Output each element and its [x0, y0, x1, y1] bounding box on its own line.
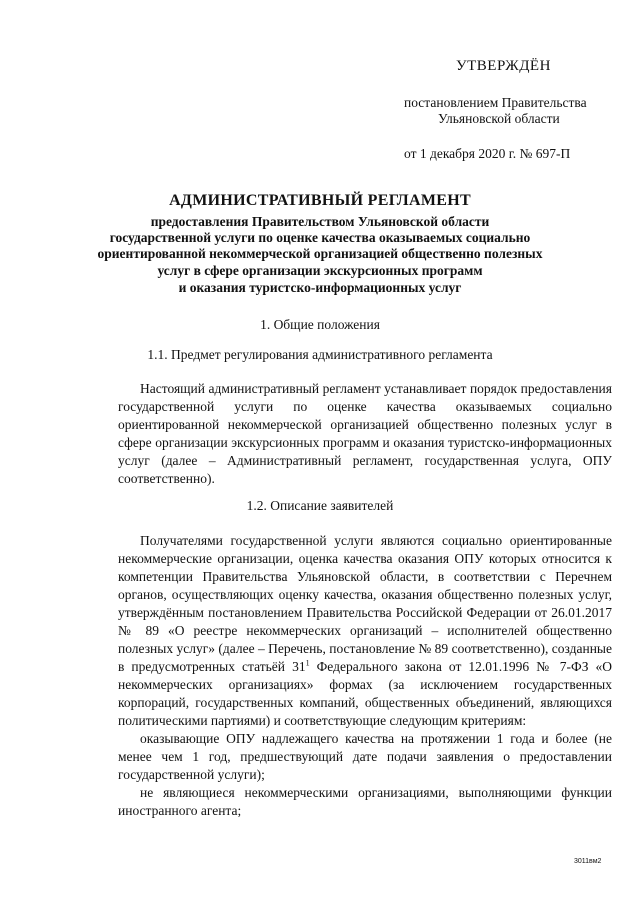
subtitle-line-2: государственной услуги по оценке качества оказываемых социально — [109, 230, 531, 245]
paragraph-applicants — [118, 532, 612, 820]
subtitle-line-3: ориентированной некоммерческой организацией общественно полезных — [97, 246, 543, 261]
approval-line-1: постановлением Правительства — [404, 95, 587, 110]
approval-line-3: от 1 декабря 2020 г. № 697-П — [404, 146, 571, 161]
section-heading-1-2: 1.2. Описание заявителей — [246, 498, 394, 513]
footnote-superscript: 1 — [305, 658, 310, 668]
criterion-1: оказывающие ОПУ надлежащего качества на протяжении 1 года и более (не менее чем 1 год, предшествующий дате подачи заявления о предоставлении государственной услуги); — [118, 731, 612, 782]
paragraph-text: Настоящий административный регламент устанавливает порядок предоставления государственной услуги по оценке качества оказываемых социально ориентированной некоммерческой организацией общественно полезных услуг в сфере организации экскурсионных программ и оказания туристско-информационных услуг (далее – Административный регламент, государственная услуга, ОПУ соответственно). — [118, 381, 612, 486]
section-heading-1: 1. Общие положения — [260, 317, 380, 332]
approval-title: УТВЕРЖДЁН — [456, 58, 551, 74]
paragraph-text-part-1: Получателями государственной услуги являются социально ориентированные некоммерческие организации, оценка качества оказания ОПУ которых относится к компетенции Правительства Ульяновской области, в соответствии с Перечнем органов, осуществляющих оценку качества, оказания общественно полезных услуг, утверждённым постановлением Правительства Российской Федерации от 26.01.2017 № 89 «О реестре некоммерческих организаций – исполнителей общественно полезных услуг» (далее – Перечень, постановление № 89 соответственно), созданные в предусмотренных статьёй 31 — [118, 533, 612, 674]
subtitle-line-1: предоставления Правительством Ульяновской области — [150, 214, 490, 229]
document-title: АДМИНИСТРАТИВНЫЙ РЕГЛАМЕНТ — [169, 192, 471, 209]
subtitle-line-5: и оказания туристско-информационных услуг — [178, 280, 462, 295]
approval-line-2: Ульяновской области — [438, 111, 560, 126]
page-footer-code: 3011вм2 — [574, 858, 602, 865]
paragraph-text — [118, 532, 612, 730]
subtitle-line-4: услуг в сфере организации экскурсионных программ — [157, 263, 483, 278]
paragraph-subject — [118, 380, 612, 488]
section-heading-1-1: 1.1. Предмет регулирования административного регламента — [147, 347, 493, 362]
criterion-2: не являющиеся некоммерческими организациями, выполняющими функции иностранного агента; — [118, 785, 612, 818]
paragraph-text-part-2: Федерального закона от 12.01.1996 № 7-ФЗ «О некоммерческих организациях» формах (за исключением государственных корпораций, государственных компаний, общественных объединений, являющихся политическими партиями) и соответствующие следующим критериям: — [118, 659, 613, 728]
